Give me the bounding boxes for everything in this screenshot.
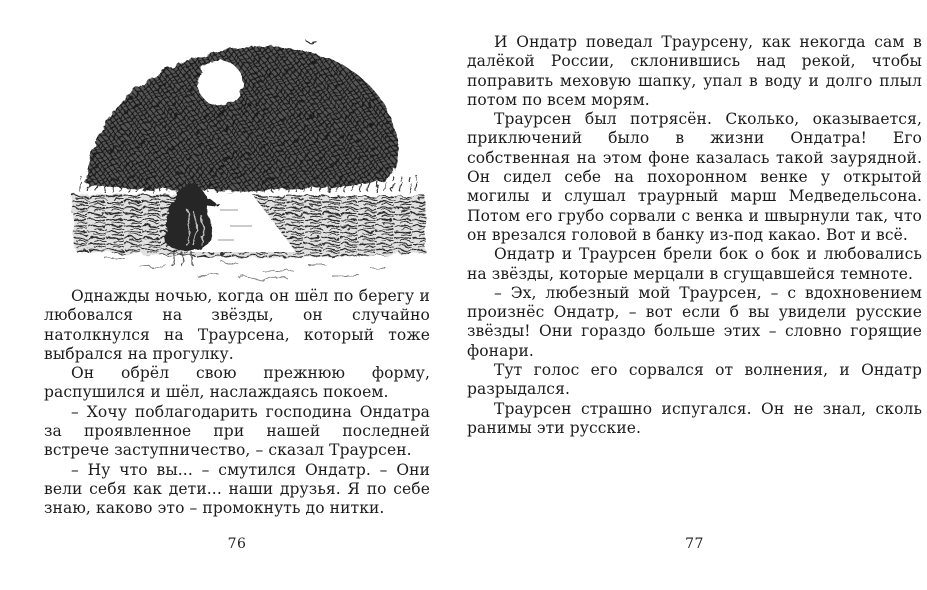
pebble <box>220 252 224 256</box>
page-number-left: 76 <box>227 536 247 552</box>
page-left-text <box>44 287 430 519</box>
bird-speck <box>306 41 316 43</box>
paragraph: Траурсен страшно испугался. Он не знал, сколь ранимы эти русские. <box>467 399 922 437</box>
page-number-right: 77 <box>685 536 704 552</box>
paragraph: Ондатр и Траурсен брели бок о бок и любовались на звёзды, которые мерцали в сгущавшейся темноте. <box>467 245 922 283</box>
paragraph: – Эх, любезный мой Траурсен, – с вдохновением произнёс Ондатр, – вот если б вы увидели русские звёзды! Они гораздо больше этих – словно горящие фонари. <box>467 283 922 360</box>
night-sky <box>86 41 397 191</box>
shore-marks <box>104 258 386 281</box>
night-scene-illustration <box>70 38 430 288</box>
moon <box>198 61 243 106</box>
paragraph: Тут голос его сорвался от волнения, и Ондатр разрыдался. <box>467 361 922 399</box>
paragraph: И Ондатр поведал Траурсену, как некогда сам в далёкой России, склонившись над рекой, чтобы поправить меховую шапку, упал в воду и долго плыл потом по всем морям. <box>467 33 922 109</box>
paragraph: Траурсен был потрясён. Сколько, оказывается, приключений было в жизни Ондатра! Его собственная на этом фоне казалась такой заурядной. Он сидел себе на похоронном венке у открытой могилы и слушал траурный марш Медведельсона. Потом его грубо сорвали с венка и швырнули так, что он врезался головой в банку из-под какао. Вот и всё. <box>467 110 922 244</box>
paragraph: Он обрёл свою прежнюю форму, распушился и шёл, наслаждаясь покоем. <box>44 364 430 402</box>
paragraph: Однажды ночью, когда он шёл по берегу и любовался на звёзды, он случайно натолкнулся на Траурсена, который тоже выбрался на прогулку. <box>44 287 430 363</box>
paragraph: – Хочу поблагодарить господина Ондатра за проявленное при нашей последней встрече заступничество, – сказал Траурсен. <box>44 402 430 460</box>
night-scene-drawing <box>70 38 430 288</box>
page-right-text <box>467 33 922 438</box>
paragraph: – Ну что вы... – смутился Ондатр. – Они вели себя как дети... наши друзья. Я по себе знаю, каково это – промокнуть до нитки. <box>44 460 430 518</box>
